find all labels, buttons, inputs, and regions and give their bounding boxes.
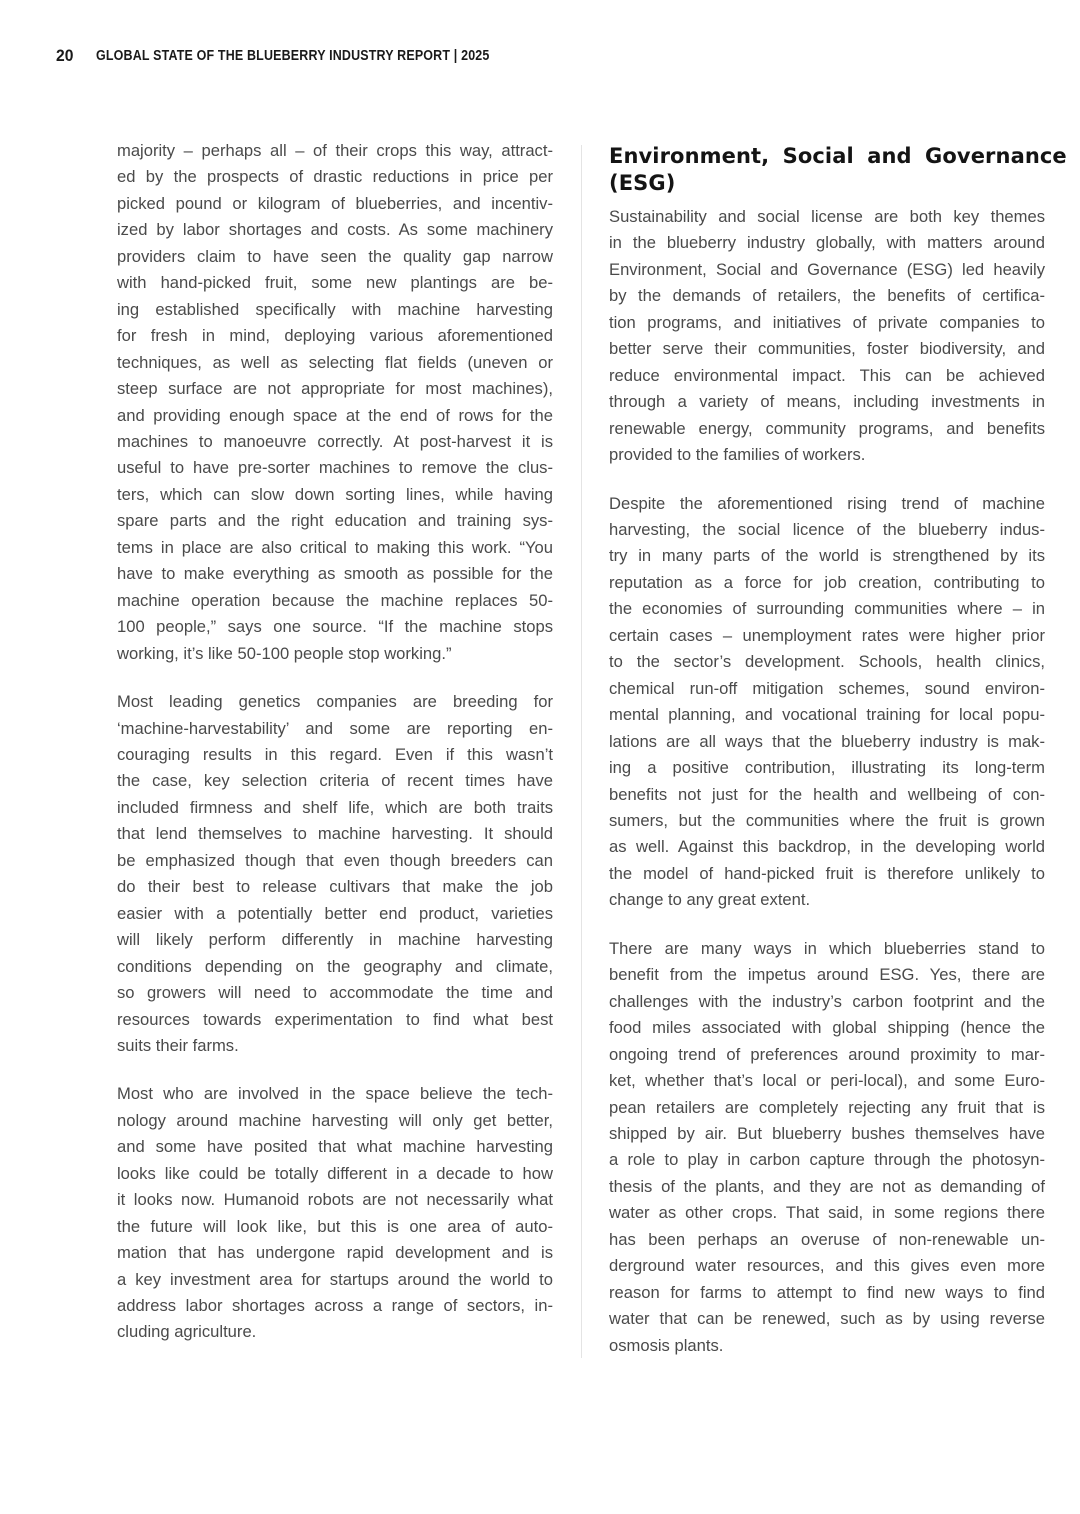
text-line: address labor shortages across a range of sectors, in- xyxy=(117,1296,553,1316)
text-line: thesis of the plants, and they are not as demanding of xyxy=(609,1176,1045,1196)
text-line: with hand-picked fruit, some new plantings are be- xyxy=(117,273,553,293)
text-line: osmosis plants. xyxy=(609,1335,724,1355)
text-line: a key investment area for startups around the world to xyxy=(117,1269,553,1289)
running-header xyxy=(56,44,554,68)
text-line: lations are all ways that the blueberry industry is mak- xyxy=(609,731,1045,751)
text-line: for fresh in mind, deploying various aforementioned xyxy=(117,326,553,346)
text-line: ‘machine-harvestability’ and some are reporting en- xyxy=(117,718,553,738)
text-line: mental planning, and vocational training for local popu- xyxy=(609,705,1045,725)
page-number: 20 xyxy=(56,46,74,65)
body-paragraph xyxy=(609,204,1045,469)
text-line: cluding agriculture. xyxy=(117,1322,257,1342)
text-line: reason for farms to attempt to find new ways to find xyxy=(609,1282,1045,1302)
text-line: derground water resources, and this gives even more xyxy=(609,1256,1045,1276)
body-paragraph xyxy=(609,491,1045,914)
text-line: Most leading genetics companies are breeding for xyxy=(117,692,553,712)
text-line: included firmness and shelf life, which are both traits xyxy=(117,797,553,817)
text-line: through a variety of means, including investments in xyxy=(609,392,1045,412)
text-line: suits their farms. xyxy=(117,1035,239,1055)
body-paragraph xyxy=(117,1081,553,1346)
body-paragraph xyxy=(609,936,1045,1359)
text-line: useful to have pre-sorter machines to remove the clus- xyxy=(117,458,553,478)
text-line: change to any great extent. xyxy=(609,890,811,910)
text-line: water that can be renewed, such as by using reverse xyxy=(609,1309,1045,1329)
text-line: ing established specifically with machine harvesting xyxy=(117,299,553,319)
text-line: mation that has undergone rapid development and is xyxy=(117,1243,553,1263)
text-line: easier with a potentially better end product, varieties xyxy=(117,903,553,923)
text-line: There are many ways in which blueberries stand to xyxy=(609,938,1045,958)
column-divider xyxy=(581,145,582,1358)
text-line: harvesting, the social licence of the blueberry indus- xyxy=(609,519,1045,539)
text-line: couraging results in this regard. Even if this wasn’t xyxy=(117,744,553,764)
text-line: benefits not just for the health and wellbeing of con- xyxy=(609,784,1045,804)
text-line: sumers, but the communities where the fruit is grown xyxy=(609,810,1045,830)
text-line: it looks now. Humanoid robots are not necessarily what xyxy=(117,1190,553,1210)
text-line: majority – perhaps all – of their crops this way, attract- xyxy=(117,141,553,160)
body-paragraph xyxy=(117,689,553,1059)
text-line: ized by labor shortages and costs. As some machinery xyxy=(117,220,553,240)
text-line: pean retailers are completely rejecting any fruit that is xyxy=(609,1097,1045,1117)
text-line: ing a positive contribution, illustrating its long-term xyxy=(609,758,1045,778)
text-line: reduce environmental impact. This can be achieved xyxy=(609,365,1045,385)
text-line: benefit from the impetus around ESG. Yes, there are xyxy=(609,965,1045,985)
text-line: be emphasized though that even though breeders can xyxy=(117,850,553,870)
text-line: have to make everything as smooth as possible for the xyxy=(117,564,553,584)
text-line: shipped by air. But blueberry bushes themselves have xyxy=(609,1123,1045,1143)
text-line: 100 people,” says one source. “If the machine stops xyxy=(117,617,553,637)
text-line: in the blueberry industry globally, with matters around xyxy=(609,233,1045,253)
body-paragraph xyxy=(117,138,553,667)
text-line: the model of hand-picked fruit is therefore unlikely to xyxy=(609,863,1045,883)
text-line: providers claim to have seen the quality gap narrow xyxy=(117,246,553,266)
text-line: machine operation because the machine replaces 50- xyxy=(117,590,553,610)
text-line: and providing enough space at the end of rows for the xyxy=(117,405,553,425)
text-line: Sustainability and social license are both key themes xyxy=(609,207,1045,226)
text-line: Environment, Social and Governance (ESG) led heavily xyxy=(609,259,1045,279)
text-line: so growers will need to accommodate the time and xyxy=(117,983,553,1003)
section-heading-esg xyxy=(609,143,1067,197)
text-line: Despite the aforementioned rising trend of machine xyxy=(609,493,1045,513)
text-line: spare parts and the right education and training sys- xyxy=(117,511,553,531)
report-title: GLOBAL STATE OF THE BLUEBERRY INDUSTRY REPORT | 2025 xyxy=(96,48,490,64)
text-line: ongoing trend of preferences around proximity to mar- xyxy=(609,1044,1045,1064)
text-line: resources towards experimentation to find what best xyxy=(117,1009,553,1029)
text-line: a role to play in carbon capture through the photosyn- xyxy=(609,1150,1045,1170)
text-line: looks like could be totally different in a decade to how xyxy=(117,1163,553,1183)
heading-line: (ESG) xyxy=(609,171,676,195)
text-line: provided to the families of workers. xyxy=(609,445,866,465)
left-column xyxy=(117,138,553,1368)
text-line: better serve their communities, foster biodiversity, and xyxy=(609,339,1045,359)
text-line: steep surface are not appropriate for most machines), xyxy=(117,379,553,399)
text-line: and some have posited that what machine harvesting xyxy=(117,1137,553,1157)
text-line: nology around machine harvesting will only get better, xyxy=(117,1110,553,1130)
text-line: ters, which can slow down sorting lines, while having xyxy=(117,484,553,504)
text-line: tems in place are also critical to making this work. “You xyxy=(117,537,553,557)
text-line: food miles associated with global shipping (hence the xyxy=(609,1018,1045,1038)
text-line: chemical run-off mitigation schemes, sound environ- xyxy=(609,678,1045,698)
text-line: renewable energy, community programs, and benefits xyxy=(609,418,1045,438)
text-line: water as other crops. That said, in some regions there xyxy=(609,1203,1045,1223)
text-line: has been perhaps an overuse of non-renewable un- xyxy=(609,1229,1045,1249)
text-line: the economies of surrounding communities where – in xyxy=(609,599,1045,619)
text-line: reputation as a force for job creation, contributing to xyxy=(609,572,1045,592)
text-line: conditions depending on the geography and climate, xyxy=(117,956,553,976)
text-line: machines to manoeuvre correctly. At post-harvest it is xyxy=(117,431,553,451)
text-line: will likely perform differently in machine harvesting xyxy=(117,930,553,950)
text-line: by the demands of retailers, the benefits of certifica- xyxy=(609,286,1045,306)
text-line: to the sector’s development. Schools, health clinics, xyxy=(609,652,1045,672)
text-line: the case, key selection criteria of recent times have xyxy=(117,771,553,791)
text-line: challenges with the industry’s carbon footprint and the xyxy=(609,991,1045,1011)
text-line: certain cases – unemployment rates were higher prior xyxy=(609,625,1045,645)
text-line: working, it’s like 50-100 people stop working.” xyxy=(117,643,452,663)
text-line: that lend themselves to machine harvesting. It should xyxy=(117,824,553,844)
text-line: picked pound or kilogram of blueberries, and incentiv- xyxy=(117,193,553,213)
right-column xyxy=(609,143,1067,1381)
text-line: Most who are involved in the space believe the tech- xyxy=(117,1084,553,1104)
text-line: ed by the prospects of drastic reductions in price per xyxy=(117,167,553,187)
text-line: ket, whether that’s local or peri-local), and some Euro- xyxy=(609,1071,1045,1091)
text-line: techniques, as well as selecting flat fields (uneven or xyxy=(117,352,553,372)
heading-line: Environment, Social and Governance xyxy=(609,144,1067,168)
text-line: as well. Against this backdrop, in the developing world xyxy=(609,837,1045,857)
text-line: do their best to release cultivars that make the job xyxy=(117,877,553,897)
text-line: the future will look like, but this is one area of auto- xyxy=(117,1216,553,1236)
text-line: try in many parts of the world is strengthened by its xyxy=(609,546,1045,566)
text-line: tion programs, and initiatives of private companies to xyxy=(609,312,1045,332)
